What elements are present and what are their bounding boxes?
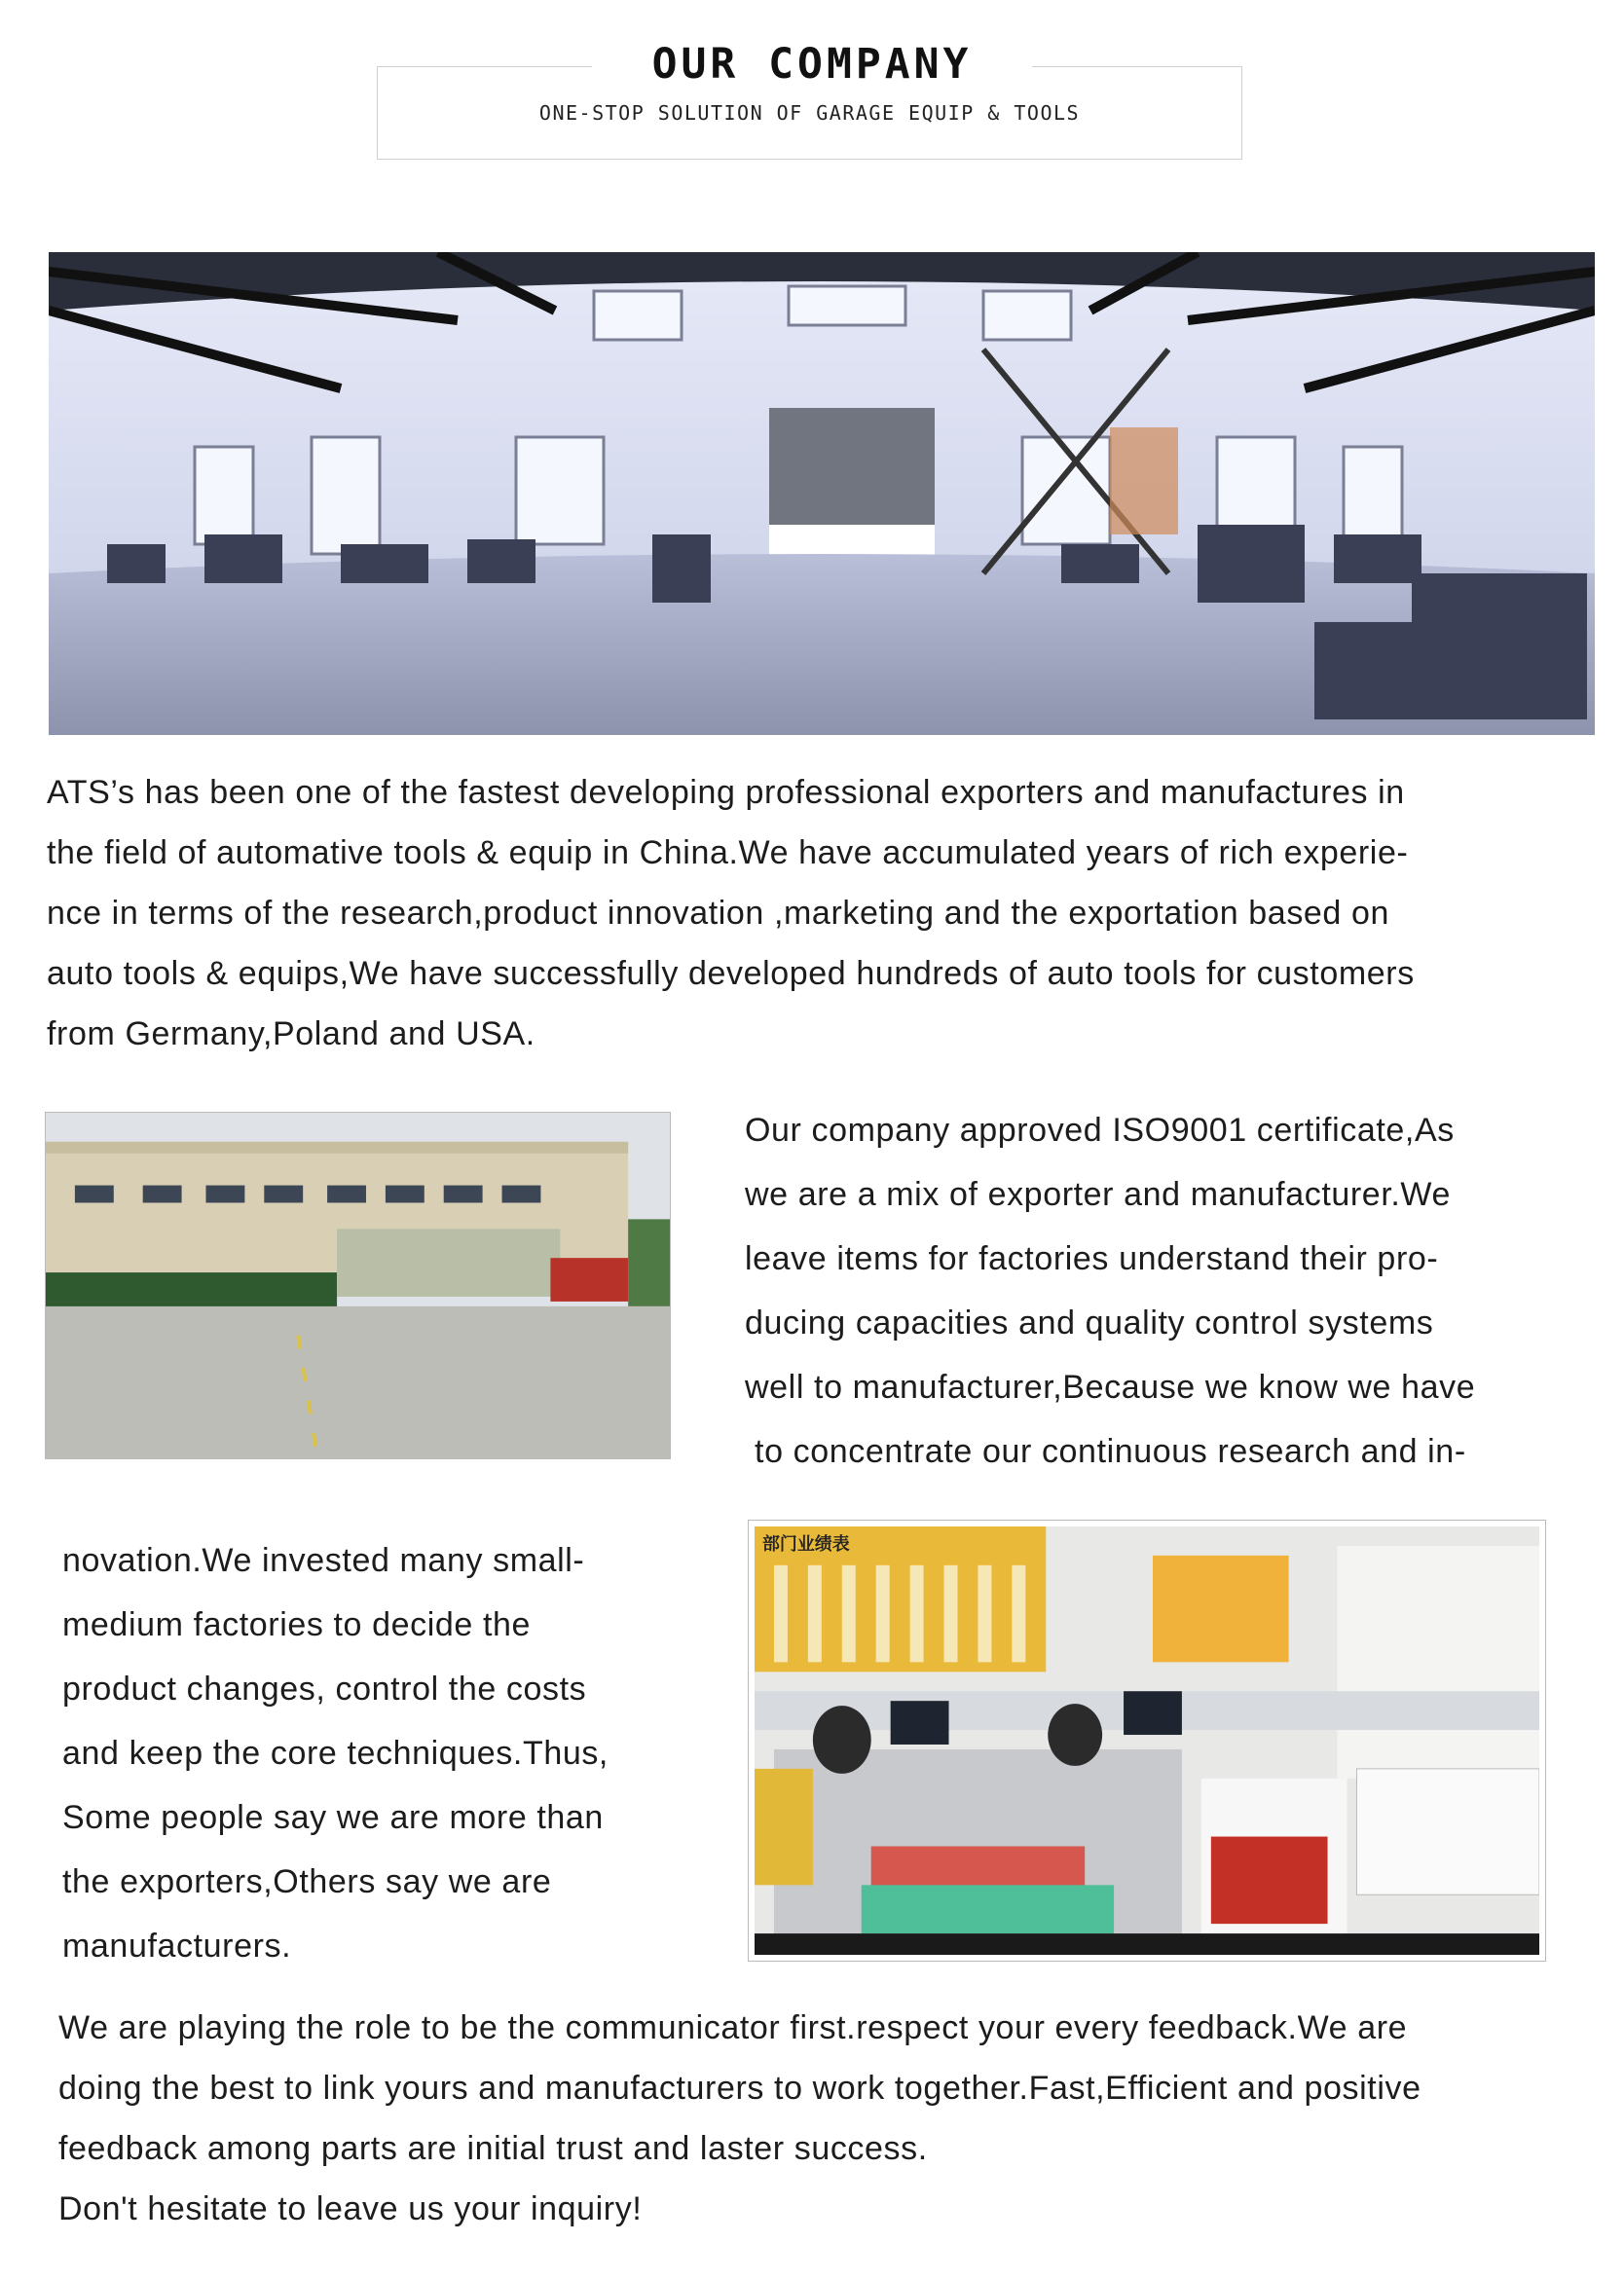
page-subtitle: ONE-STOP SOLUTION OF GARAGE EQUIP & TOOLS (538, 101, 1081, 125)
text-line: we are a mix of exporter and manufacturer.We (745, 1176, 1451, 1213)
innovation-paragraph (62, 1528, 609, 1978)
text-line: well to manufacturer,Because we know we have (745, 1369, 1476, 1406)
page-title: OUR COMPANY (592, 39, 1032, 90)
text-line: manufacturers. (62, 1928, 292, 1965)
text-line: Our company approved ISO9001 certificate,As (745, 1112, 1455, 1149)
text-line: the field of automative tools & equip in China.We have accumulated years of rich experie- (47, 834, 1409, 871)
office-sign-text: 部门业绩表 (761, 1533, 850, 1555)
text-line: leave items for factories understand their pro- (745, 1240, 1439, 1277)
iso-paragraph (745, 1098, 1475, 1484)
closing-paragraph (58, 1998, 1421, 2239)
text-line: product changes, control the costs (62, 1671, 587, 1708)
text-line: We are playing the role to be the communicator first.respect your every feedback.We are (58, 2009, 1408, 2046)
text-line: ducing capacities and quality control systems (745, 1305, 1434, 1342)
text-line: medium factories to decide the (62, 1606, 532, 1643)
text-line: ATS’s has been one of the fastest developing professional exporters and manufactures in (47, 774, 1405, 811)
text-line: doing the best to link yours and manufacturers to work together.Fast,Efficient and positive (58, 2070, 1421, 2107)
text-line: from Germany,Poland and USA. (47, 1015, 535, 1052)
text-line: the exporters,Others say we are (62, 1863, 552, 1900)
factory-interior-photo (49, 252, 1595, 735)
text-line: feedback among parts are initial trust and laster success. (58, 2130, 928, 2167)
text-line: Some people say we are more than (62, 1799, 604, 1836)
text-line: auto tools & equips,We have successfully developed hundreds of auto tools for customers (47, 955, 1415, 992)
text-line: novation.We invested many small- (62, 1542, 585, 1579)
text-line: Don't hesitate to leave us your inquiry! (58, 2190, 643, 2227)
intro-paragraph (47, 762, 1415, 1064)
text-line: to concentrate our continuous research and in- (745, 1433, 1466, 1470)
office-photo (748, 1520, 1546, 1962)
text-line: and keep the core techniques.Thus, (62, 1735, 609, 1772)
text-line: nce in terms of the research,product innovation ,marketing and the exportation based on (47, 895, 1389, 932)
factory-building-photo (45, 1112, 671, 1459)
